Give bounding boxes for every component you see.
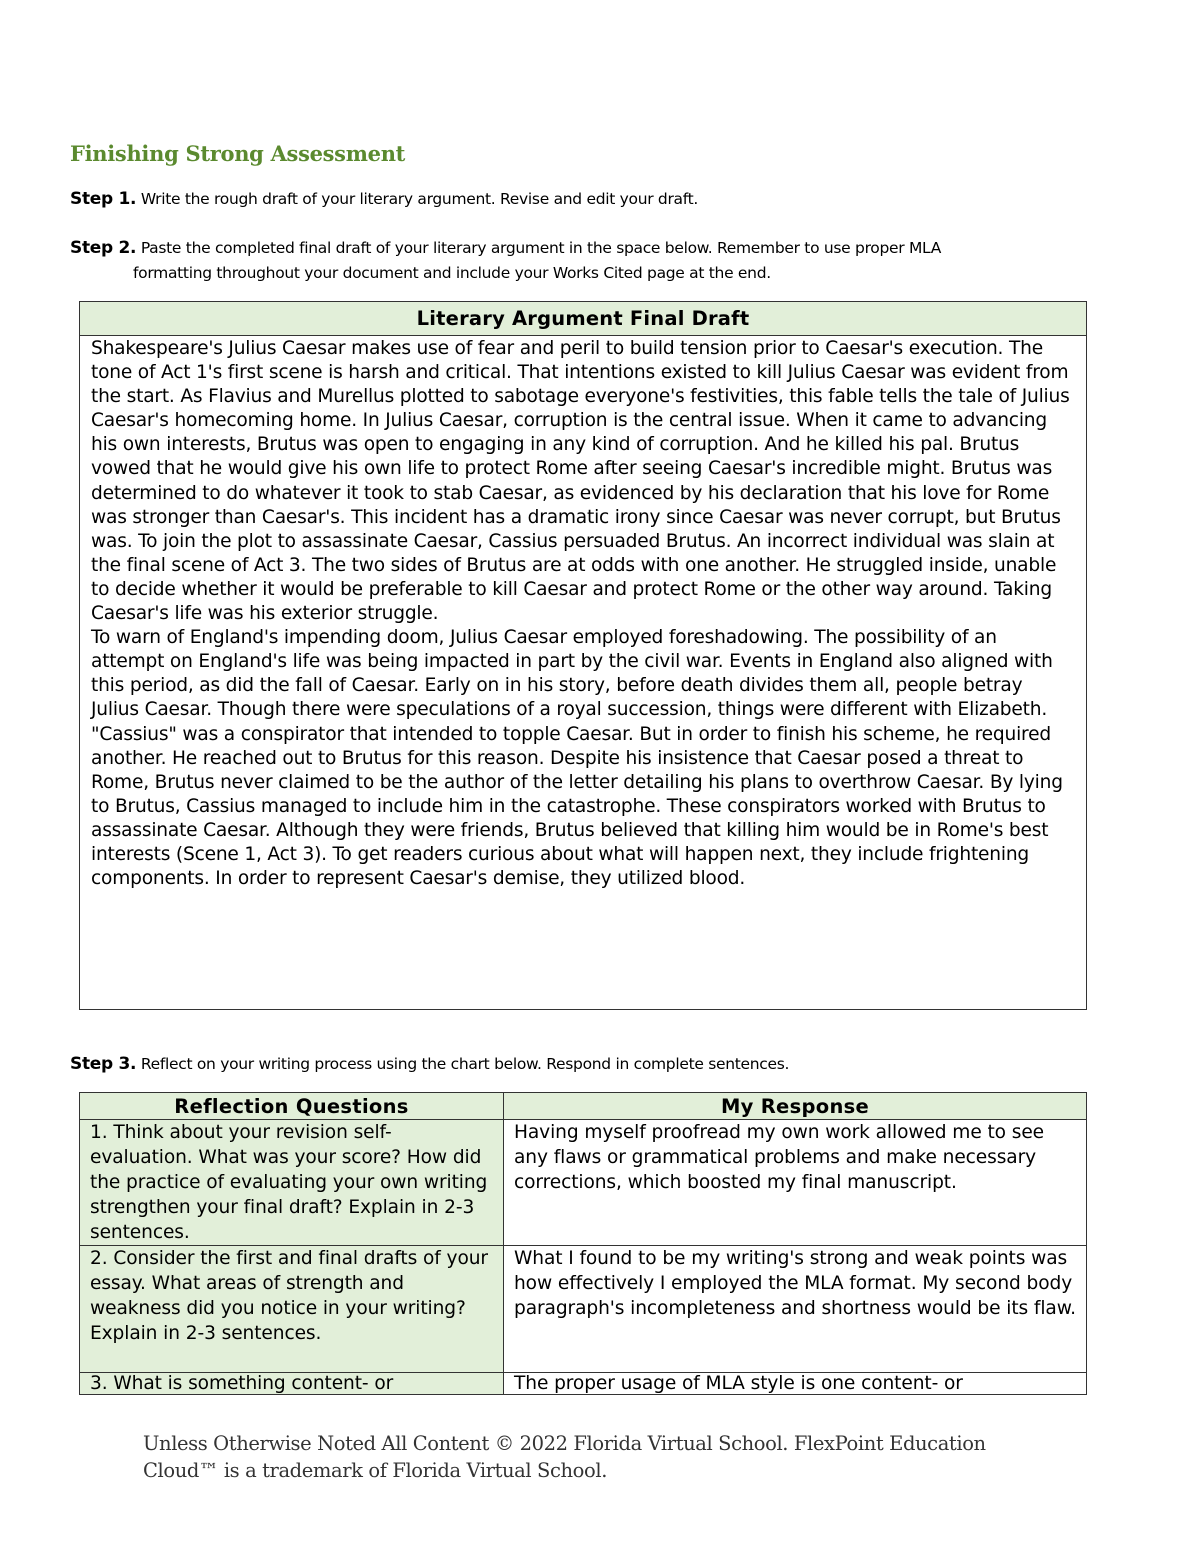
table-row [80, 1120, 1087, 1246]
response-1[interactable]: Having myself proofread my own work allowed me to see any flaws or grammatical problems and make necessary corrections, which boosted my final manuscript. [504, 1120, 1087, 1246]
reflection-question-2: 2. Consider the first and final drafts of your essay. What areas of strength and weakness did you notice in your writing? Explain in 2-3 sentences. [80, 1246, 504, 1373]
draft-paragraph-1: Shakespeare's Julius Caesar makes use of fear and peril to build tension prior to Caesar's execution. The tone of Act 1's first scene is harsh and critical. That intentions existed to kill Julius Caesar was evident from the start. As Flavius and Murellus plotted to sabotage everyone's festivities, this fable tells the tale of Julius Caesar's homecoming home. In Julius Caesar, corruption is the central issue. When it came to advancing his own interests, Brutus was open to engaging in any kind of corruption. And he killed his pal. Brutus vowed that he would give his own life to protect Rome after seeing Caesar's incredible might. Brutus was determined to do whatever it took to stab Caesar, as evidenced by his declaration that his love for Rome was stronger than Caesar's. This incident has a dramatic irony since Caesar was never corrupt, but Brutus was. To join the plot to assassinate Caesar, Cassius persuaded Brutus. An incorrect individual was slain at the final scene of Act 3. The two sides of Brutus are at odds with one another. He struggled inside, unable to decide whether it would be preferable to kill Caesar and protect Rome or the other way around. Taking Caesar's life was his exterior struggle. [91, 338, 1070, 625]
step-2-label: Step 2. [70, 238, 137, 258]
copyright-footer [143, 1430, 1043, 1484]
step-1-label: Step 1. [70, 189, 137, 209]
step-2-text: Paste the completed final draft of your literary argument in the space below. Remember to use proper MLA [140, 239, 942, 257]
response-3[interactable]: The proper usage of MLA style is one content- or [504, 1373, 1087, 1395]
reflection-question-1: 1. Think about your revision self-evaluation. What was your score? How did the practice of evaluating your own writing strengthen your final draft? Explain in 2-3 sentences. [80, 1120, 504, 1246]
reflection-table [79, 1092, 1087, 1395]
table-row [80, 1246, 1087, 1373]
step-3-label: Step 3. [70, 1054, 137, 1074]
page-title: Finishing Strong Assessment [70, 141, 406, 166]
footer-line-1: Unless Otherwise Noted All Content © 2022 Florida Virtual School. FlexPoint Education [143, 1432, 986, 1455]
final-draft-table [79, 301, 1087, 1010]
reflection-question-3: 3. What is something content- or [80, 1373, 504, 1395]
step-2 [70, 236, 941, 286]
draft-paragraph-2: To warn of England's impending doom, Julius Caesar employed foreshadowing. The possibility of an attempt on England's life was being impacted in part by the civil war. Events in England also aligned with this period, as did the fall of Caesar. Early on in his story, before death divides them all, people betray Julius Caesar. Though there were speculations of a royal succession, things were different with Elizabeth. "Cassius" was a conspirator that intended to topple Caesar. But in order to finish his scheme, he required another. He reached out to Brutus for this reason. Despite his insistence that Caesar posed a threat to Rome, Brutus never claimed to be the author of the letter detailing his plans to overthrow Caesar. By lying to Brutus, Cassius managed to include him in the catastrophe. These conspirators worked with Brutus to assassinate Caesar. Although they were friends, Brutus believed that killing him would be in Rome's best interests (Scene 1, Act 3). To get readers curious about what will happen next, they include frightening components. In order to represent Caesar's demise, they utilized blood. [91, 627, 1063, 890]
final-draft-header: Literary Argument Final Draft [80, 302, 1087, 336]
final-draft-body[interactable] [80, 336, 1087, 1010]
reflection-questions-header: Reflection Questions [80, 1093, 504, 1120]
step-3 [70, 1052, 789, 1077]
table-row [80, 1373, 1087, 1395]
footer-line-2: Cloud™ is a trademark of Florida Virtual School. [143, 1459, 607, 1482]
step-2-text-continued: formatting throughout your document and include your Works Cited page at the end. [133, 264, 771, 282]
step-1-text: Write the rough draft of your literary argument. Revise and edit your draft. [140, 190, 699, 208]
my-response-header: My Response [504, 1093, 1087, 1120]
step-3-text: Reflect on your writing process using the chart below. Respond in complete sentences. [140, 1055, 790, 1073]
response-2[interactable]: What I found to be my writing's strong and weak points was how effectively I employed the MLA format. My second body paragraph's incompleteness and shortness would be its flaw. [504, 1246, 1087, 1373]
step-1 [70, 187, 698, 212]
